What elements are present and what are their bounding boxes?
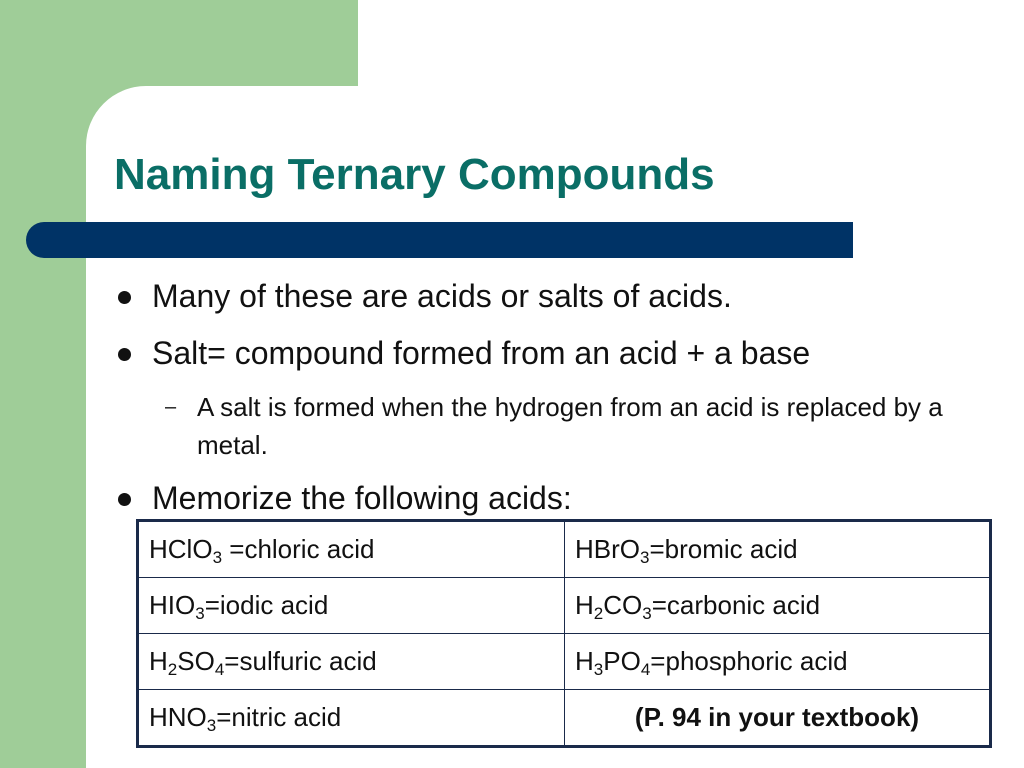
bullet-dot-icon	[118, 291, 131, 304]
table-cell	[138, 578, 565, 634]
dash-icon: –	[165, 396, 177, 418]
acids-table	[136, 519, 992, 748]
cell-text: =sulfuric acid	[224, 646, 377, 676]
cell-text: =phosphoric acid	[650, 646, 848, 676]
sub-bullet-text: A salt is formed when the hydrogen from an acid is replaced by a metal.	[197, 392, 943, 460]
table-cell	[138, 521, 565, 578]
cell-text: HClO	[149, 534, 213, 564]
cell-text: H	[575, 590, 594, 620]
bullet-item	[152, 480, 572, 517]
table-row	[138, 690, 991, 747]
table-cell	[565, 521, 991, 578]
sub-bullet-item	[165, 388, 997, 464]
table-row	[138, 634, 991, 690]
bullet-dot-icon	[118, 348, 131, 361]
subscript: 2	[167, 660, 178, 679]
cell-text: (P. 94 in your textbook)	[634, 702, 920, 732]
cell-text: =chloric acid	[222, 534, 375, 564]
subscript: 4	[640, 660, 651, 679]
cell-text: HIO	[149, 590, 196, 620]
table-cell	[565, 690, 991, 747]
subscript: 3	[593, 660, 604, 679]
table-row	[138, 521, 991, 578]
cell-text: =iodic acid	[204, 590, 329, 620]
cell-text: CO	[603, 590, 643, 620]
subscript: 3	[640, 548, 650, 567]
cell-text: H	[575, 646, 594, 676]
slide-title: Naming Ternary Compounds	[114, 150, 715, 199]
bullet-text: Salt= compound formed from an acid + a base	[152, 335, 811, 371]
subscript: 4	[214, 660, 225, 679]
subscript: 2	[593, 604, 604, 623]
table-cell	[138, 634, 565, 690]
subscript: 3	[206, 716, 217, 735]
table-cell	[565, 634, 991, 690]
cell-text: =carbonic acid	[651, 590, 821, 620]
cell-text: HNO	[149, 702, 207, 732]
table-cell	[565, 578, 991, 634]
cell-text: H	[149, 646, 168, 676]
cell-text: SO	[177, 646, 215, 676]
cell-text: =nitric acid	[216, 702, 342, 732]
bullet-text: Many of these are acids or salts of acids.	[152, 278, 732, 314]
table-row	[138, 578, 991, 634]
cell-text: HBrO	[575, 534, 640, 564]
cell-text: =bromic acid	[649, 534, 798, 564]
bullet-text: Memorize the following acids:	[152, 480, 572, 516]
bullet-item	[152, 335, 810, 372]
subscript: 3	[642, 604, 652, 623]
bullet-dot-icon	[118, 493, 131, 506]
subscript: 3	[212, 548, 223, 567]
title-underline-bar	[26, 222, 853, 258]
cell-text: PO	[603, 646, 641, 676]
subscript: 3	[195, 604, 205, 623]
table-cell	[138, 690, 565, 747]
bullet-item	[152, 278, 732, 315]
